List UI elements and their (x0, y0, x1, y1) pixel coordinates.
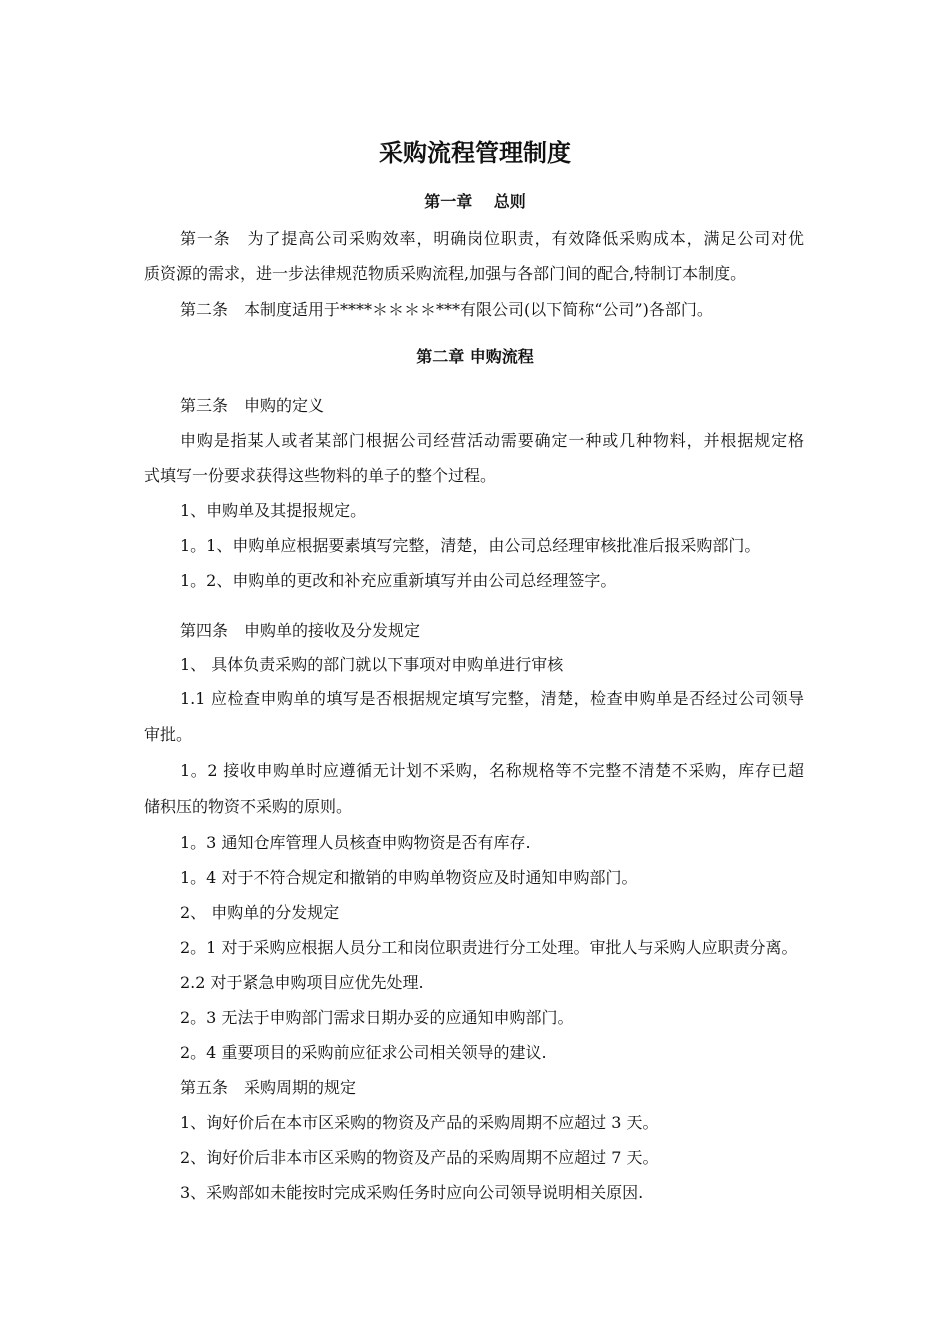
clause-4-1-4: 1。4 对于不符合规定和撤销的申购单物资应及时通知申购部门。 (180, 868, 638, 887)
clause-4-2-2: 2.2 对于紧急申购项目应优先处理. (180, 973, 424, 992)
chapter-2-heading: 第二章 申购流程 (416, 347, 534, 366)
clause-4-1: 1、 具体负责采购的部门就以下事项对申购单进行审核 (180, 655, 564, 674)
article-5-heading: 第五条 采购周期的规定 (180, 1078, 357, 1097)
article-3-heading: 第三条 申购的定义 (180, 396, 325, 415)
clause-4-2-4: 2。4 重要项目的采购前应征求公司相关领导的建议. (180, 1043, 547, 1062)
clause-1: 1、申购单及其提报规定。 (180, 501, 367, 520)
clause-4-2: 2、 申购单的分发规定 (180, 903, 340, 922)
clause-4-1-2-line-2: 储积压的物资不采购的原则。 (144, 797, 353, 816)
chapter-1-heading: 第一章 总则 (424, 192, 526, 211)
article-1-line-1: 第一条 为了提高公司采购效率，明确岗位职责，有效降低采购成本，满足公司对优 (180, 229, 804, 248)
clause-4-1-1-line-2: 审批。 (144, 725, 193, 744)
clause-5-1: 1、询好价后在本市区采购的物资及产品的采购周期不应超过 3 天。 (180, 1113, 659, 1132)
clause-5-3: 3、采购部如未能按时完成采购任务时应向公司领导说明相关原因. (180, 1183, 644, 1202)
clause-4-2-3: 2。3 无法于申购部门需求日期办妥的应通知申购部门。 (180, 1008, 574, 1027)
definition-line-2: 式填写一份要求获得这些物料的单子的整个过程。 (144, 466, 497, 485)
article-4-heading: 第四条 申购单的接收及分发规定 (180, 621, 421, 640)
clause-1-2: 1。2、申购单的更改和补充应重新填写并由公司总经理签字。 (180, 571, 617, 590)
clause-5-2: 2、询好价后非本市区采购的物资及产品的采购周期不应超过 7 天。 (180, 1148, 659, 1167)
document-title: 采购流程管理制度 (379, 138, 571, 167)
clause-4-1-1-line-1: 1.1 应检查申购单的填写是否根据规定填写完整，清楚，检查申购单是否经过公司领导 (180, 689, 804, 708)
clause-4-1-3: 1。3 通知仓库管理人员核查申购物资是否有库存. (180, 833, 531, 852)
clause-4-2-1: 2。1 对于采购应根据人员分工和岗位职责进行分工处理。审批人与采购人应职责分离。 (180, 938, 798, 957)
clause-4-1-2-line-1: 1。2 接收申购单时应遵循无计划不采购，名称规格等不完整不清楚不采购，库存已超 (180, 761, 804, 780)
clause-1-1: 1。1、申购单应根据要素填写完整，清楚，由公司总经理审核批准后报采购部门。 (180, 536, 761, 555)
article-2-line-1: 第二条 本制度适用于****＊＊＊＊***有限公司(以下简称“公司”)各部门。 (180, 300, 713, 319)
definition-line-1: 申购是指某人或者某部门根据公司经营活动需要确定一种或几种物料，并根据规定格 (180, 431, 804, 450)
article-1-line-2: 质资源的需求，进一步法律规范物质采购流程,加强与各部门间的配合,特制订本制度。 (144, 264, 747, 283)
